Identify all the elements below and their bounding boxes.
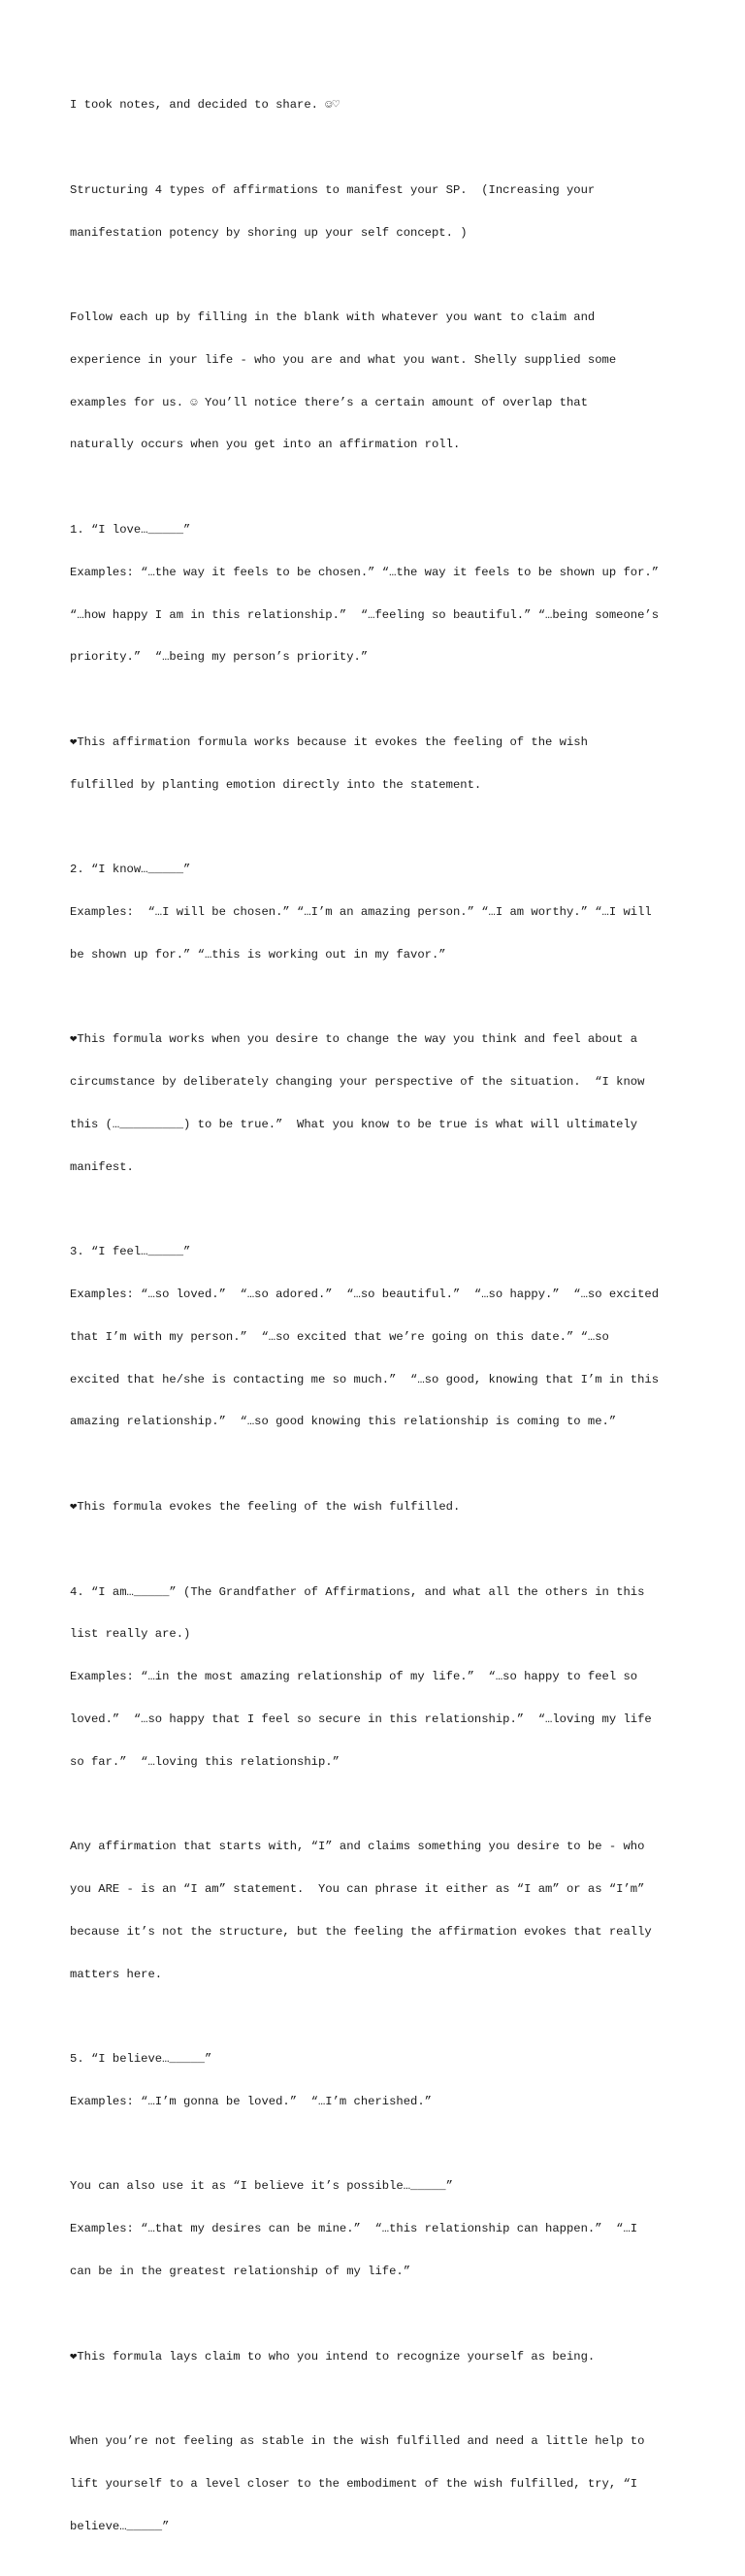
text-line: loved.” “…so happy that I feel so secure in this relationship.” “…loving my life: [70, 1712, 652, 1726]
text-line: manifestation potency by shoring up your self concept. ): [70, 225, 468, 240]
text-line: that I’m with my person.” “…so excited that we’re going on this date.” “…so: [70, 1329, 609, 1344]
text-line: Follow each up by filling in the blank with whatever you want to claim and: [70, 310, 596, 325]
text-line: ❤This formula evokes the feeling of the wish fulfilled.: [70, 1499, 461, 1514]
text-line: I took notes, and decided to share. ☺♡: [70, 98, 340, 113]
text-line: can be in the greatest relationship of my life.”: [70, 2265, 411, 2279]
text-line: naturally occurs when you get into an affirmation roll.: [70, 438, 461, 452]
text-line: When you’re not feeling as stable in the wish fulfilled and need a little help to: [70, 2434, 645, 2449]
text-line: Any affirmation that starts with, “I” and claims something you desire to be - who: [70, 1840, 645, 1854]
section-5-possible-paragraph: [70, 2151, 691, 2307]
intro-follow-paragraph: [70, 282, 691, 480]
section-4-examples-paragraph: [70, 1556, 691, 1797]
section-1-note-paragraph: [70, 707, 691, 821]
section-heading: 1. “I love…_____”: [70, 523, 191, 537]
text-line: ❤This formula works when you desire to change the way you think and feel about a: [70, 1032, 638, 1047]
text-line: Examples: “…so loved.” “…so adored.” “…so beautiful.” “…so happy.” “…so excited: [70, 1288, 660, 1302]
section-5-examples-paragraph: [70, 2024, 691, 2137]
text-line: ❤This formula lays claim to who you intend to recognize yourself as being.: [70, 2349, 596, 2364]
text-line: “…how happy I am in this relationship.” “…feeling so beautiful.” “…being someone’s: [70, 607, 660, 622]
section-3-note-paragraph: [70, 1472, 691, 1543]
text-line: because it’s not the structure, but the feeling the affirmation evokes that really: [70, 1924, 652, 1939]
text-line: Examples: “…I’m gonna be loved.” “…I’m cherished.”: [70, 2094, 432, 2108]
text-line: fulfilled by planting emotion directly into the statement.: [70, 777, 482, 792]
text-line: examples for us. ☺ You’ll notice there’s a certain amount of overlap that: [70, 395, 588, 409]
section-5-note-paragraph: [70, 2321, 691, 2392]
text-line: manifest.: [70, 1159, 134, 1174]
intro-note-paragraph: [70, 70, 691, 141]
intro-structuring-paragraph: [70, 155, 691, 269]
text-line: list really are.): [70, 1627, 191, 1642]
text-line: ❤This affirmation formula works because it evokes the feeling of the wish: [70, 734, 588, 749]
section-4-note-paragraph: [70, 1811, 691, 2009]
text-line: lift yourself to a level closer to the embodiment of the wish fulfilled, try, “I: [70, 2476, 638, 2491]
text-line: circumstance by deliberately changing your perspective of the situation. “I know: [70, 1075, 645, 1090]
text-line: so far.” “…loving this relationship.”: [70, 1754, 340, 1769]
closing-paragraph: [70, 2406, 691, 2562]
text-line: priority.” “…being my person’s priority.”: [70, 650, 369, 665]
text-line: you ARE - is an “I am” statement. You can phrase it either as “I am” or as “I’m”: [70, 1882, 645, 1896]
section-2-examples-paragraph: [70, 834, 691, 991]
text-line: Structuring 4 types of affirmations to manifest your SP. (Increasing your: [70, 182, 596, 197]
text-line: Examples: “…I will be chosen.” “…I’m an amazing person.” “…I am worthy.” “…I will: [70, 905, 652, 920]
text-line: amazing relationship.” “…so good knowing this relationship is coming to me.”: [70, 1415, 617, 1429]
document-page: [70, 70, 691, 2576]
text-line: this (…_________) to be true.” What you know to be true is what will ultimately: [70, 1117, 638, 1131]
section-heading: 5. “I believe…_____”: [70, 2052, 212, 2067]
section-2-note-paragraph: [70, 1004, 691, 1202]
section-heading: 2. “I know…_____”: [70, 863, 191, 877]
section-heading: 4. “I am…_____” (The Grandfather of Affirmations, and what all the others in this: [70, 1584, 645, 1599]
section-1-examples-paragraph: [70, 495, 691, 693]
text-line: excited that he/she is contacting me so much.” “…so good, knowing that I’m in this: [70, 1372, 660, 1386]
text-line: believe…_____”: [70, 2519, 170, 2533]
text-line: experience in your life - who you are and what you want. Shelly supplied some: [70, 352, 617, 367]
text-line: You can also use it as “I believe it’s possible…_____”: [70, 2179, 453, 2194]
text-line: matters here.: [70, 1967, 163, 1981]
text-line: Examples: “…in the most amazing relationship of my life.” “…so happy to feel so: [70, 1670, 638, 1684]
section-3-examples-paragraph: [70, 1217, 691, 1457]
text-line: be shown up for.” “…this is working out in my favor.”: [70, 947, 446, 962]
text-line: Examples: “…the way it feels to be chosen.” “…the way it feels to be shown up for.”: [70, 565, 660, 579]
section-heading: 3. “I feel…_____”: [70, 1245, 191, 1259]
text-line: Examples: “…that my desires can be mine.” “…this relationship can happen.” “…I: [70, 2222, 638, 2236]
